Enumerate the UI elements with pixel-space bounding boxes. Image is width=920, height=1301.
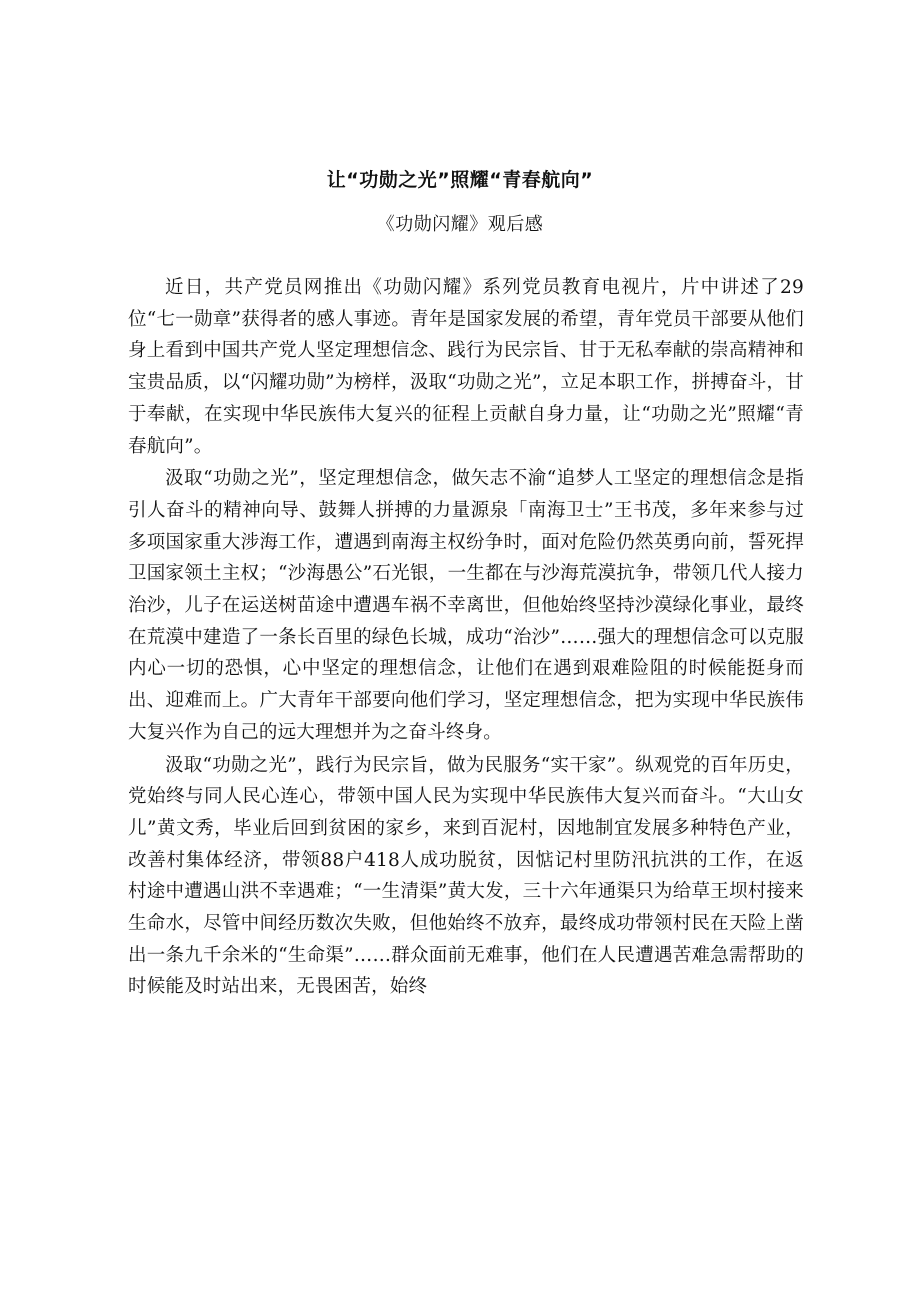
- document-title: 让“功勋之光”照耀“青春航向”: [326, 169, 594, 191]
- paragraph-service: 汲取“功勋之光”，践行为民宗旨，做为民服务“实干家”。纵观党的百年历史，党始终与同人民心连心，带领中国人民为实现中华民族伟大复兴而奋斗。“大山女儿”黄文秀，毕业后回到贫困的家乡，来到百泥村，因地制宜发展多种特色产业，改善村集体经济，带领88户418人成功脱贫，因惦记村里防汛抗洪的工作，在返村途中遭遇山洪不幸遇难；“一生清渠”黄大发，三十六年通渠只为给草王坝村接来生命水，尽管中间经历数次失败，但他始终不放弃，最终成功带领村民在天险上凿出一条九千余米的“生命渠”……群众面前无难事，他们在人民遭遇苦难急需帮助的时候能及时站出来，无畏困苦，始终: [128, 754, 804, 998]
- document-subtitle: 《功勋闪耀》观后感: [376, 214, 544, 235]
- paragraph-ideals: 汲取“功勋之光”，坚定理想信念，做矢志不渝“追梦人工坚定的理想信念是指引人奋斗的精神向导、鼓舞人拼搏的力量源泉「南海卫士”王书茂，多年来参与过多项国家重大涉海工作，遭遇到南海主权纷争时，面对危险仍然英勇向前，誓死捍卫国家领土主权；“沙海愚公”石光银，一生都在与沙海荒漠抗争，带领几代人接力治沙，儿子在运送树苗途中遭遇车祸不幸离世，但他始终坚持沙漠绿化事业，最终在荒漠中建造了一条长百里的绿色长城，成功“治沙”……强大的理想信念可以克服内心一切的恐惧，心中坚定的理想信念，让他们在遇到艰难险阻的时候能挺身而出、迎难而上。广大青年干部要向他们学习，坚定理想信念，把为实现中华民族伟大复兴作为自己的远大理想并为之奋斗终身。: [128, 468, 804, 743]
- paragraph-intro: 近日，共产党员网推出《功勋闪耀》系列党员教育电视片，片中讲述了29位“七一勋章”获得者的感人事迹。青年是国家发展的希望，青年党员干部要从他们身上看到中国共产党人坚定理想信念、践行为民宗旨、甘于无私奉献的崇高精神和宝贵品质，以“闪耀功勋”为榜样，汲取“功勋之光”，立足本职工作，拼搏奋斗，甘于奉献，在实现中华民族伟大复兴的征程上贡献自身力量，让“功勋之光”照耀“青春航向”。: [128, 277, 804, 457]
- document-body: [128, 272, 804, 1004]
